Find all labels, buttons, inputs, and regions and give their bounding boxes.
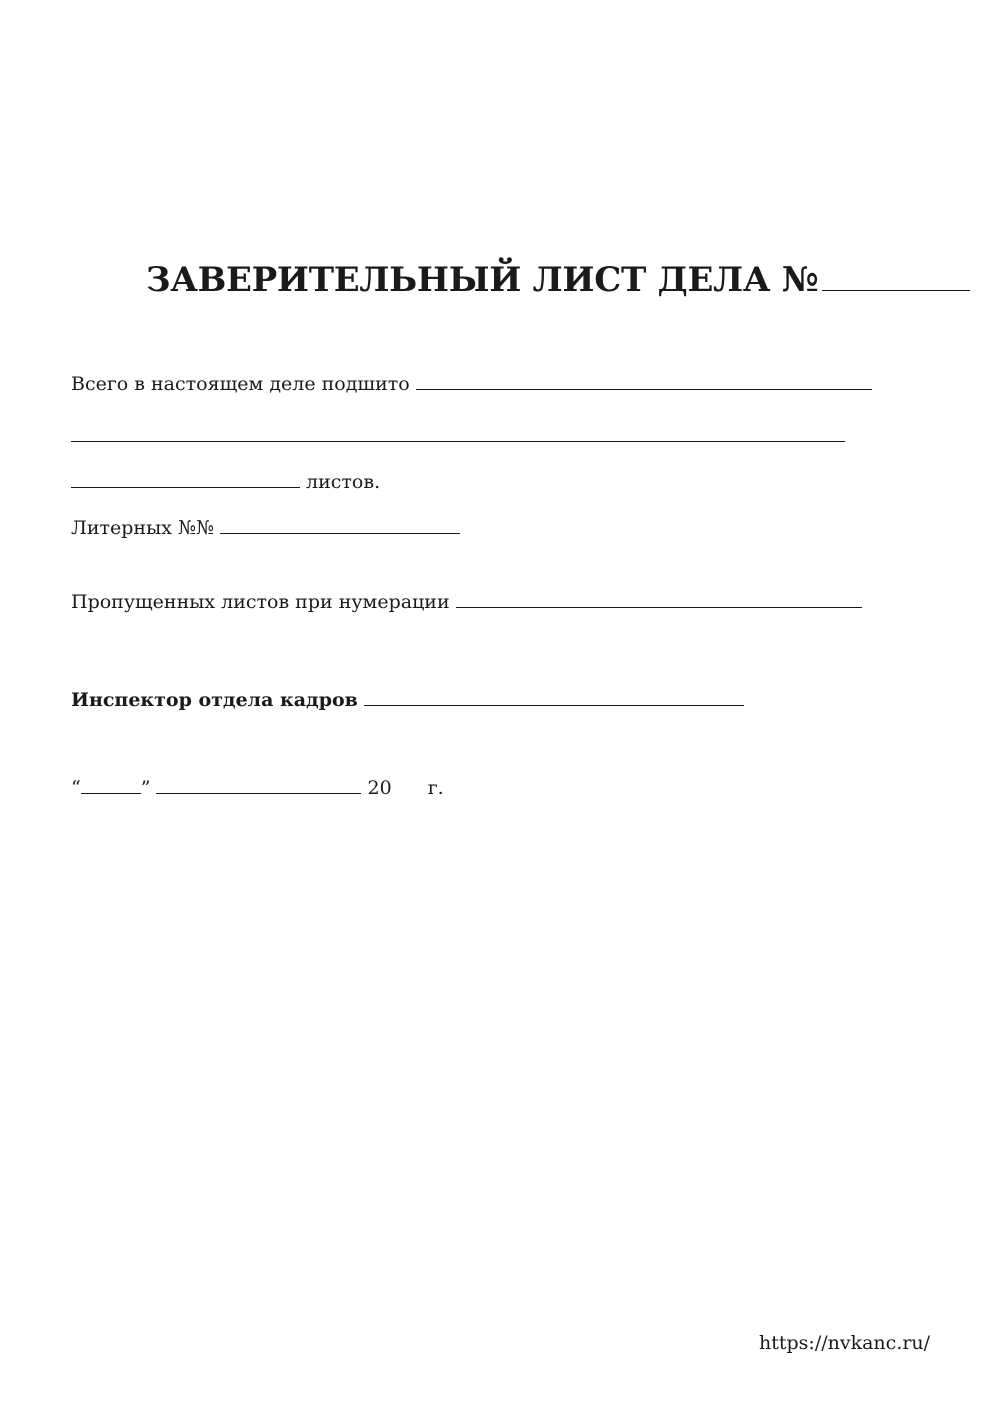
document-title-text: ЗАВЕРИТЕЛЬНЫЙ ЛИСТ ДЕЛА №	[146, 260, 819, 300]
skipped-field[interactable]	[456, 589, 862, 608]
total-field[interactable]	[416, 371, 872, 390]
sheets-label: листов.	[306, 471, 381, 493]
date-month-field[interactable]	[156, 775, 361, 794]
sheets-count-field[interactable]	[71, 469, 300, 488]
inspector-label: Инспектор отдела кадров	[71, 689, 358, 711]
inspector-signature-field[interactable]	[364, 687, 744, 706]
footer-url[interactable]: https://nvkanc.ru/	[759, 1332, 931, 1354]
litera-row	[71, 515, 460, 541]
sheets-row	[71, 469, 380, 495]
litera-field[interactable]	[220, 515, 460, 534]
case-number-field[interactable]	[822, 260, 970, 291]
date-day-field[interactable]	[81, 775, 141, 794]
date-year-suffix: г.	[427, 777, 444, 799]
skipped-label: Пропущенных листов при нумерации	[71, 591, 450, 613]
date-close-quote: ”	[140, 777, 151, 799]
date-year-prefix: 20	[367, 777, 392, 799]
skipped-row	[71, 589, 862, 615]
document-title	[146, 258, 970, 302]
total-row	[71, 371, 872, 397]
total-label: Всего в настоящем деле подшито	[71, 373, 410, 395]
date-open-quote: “	[71, 777, 81, 799]
litera-label: Литерных №№	[71, 517, 214, 539]
total-continuation-field[interactable]	[71, 440, 845, 442]
date-row	[71, 775, 444, 801]
inspector-row	[71, 687, 744, 713]
